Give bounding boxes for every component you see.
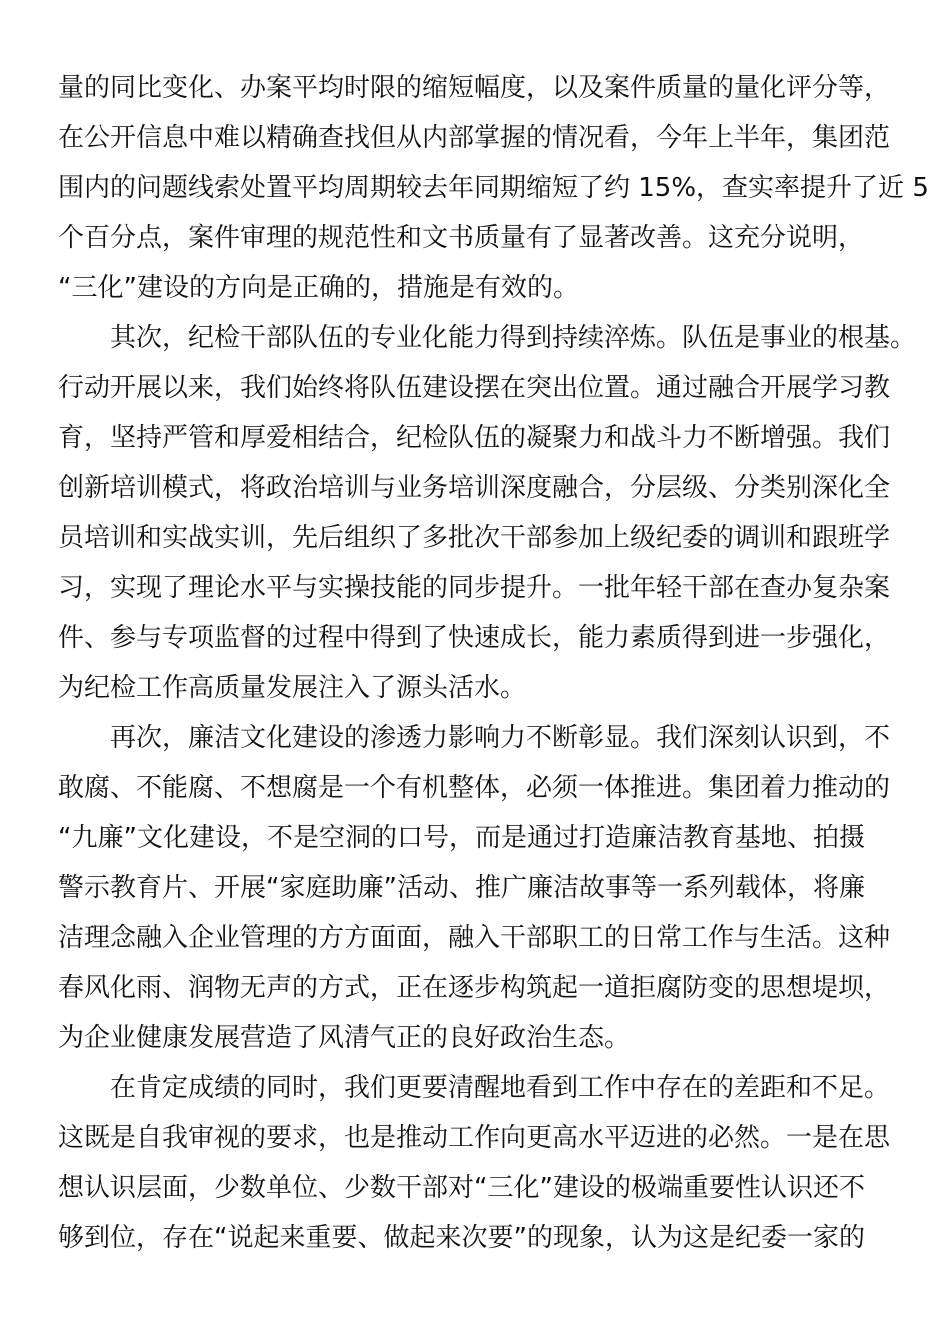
text-line: 创新培训模式，将政治培训与业务培训深度融合，分层级、分类别深化全 (58, 473, 891, 503)
text-line: 警示教育片、开展“家庭助廉”活动、推广廉洁故事等一系列载体，将廉 (58, 873, 865, 903)
text-line: 这既是自我审视的要求，也是推动工作向更高水平迈进的必然。一是在思 (58, 1123, 891, 1153)
paragraph-start-line: 在肯定成绩的同时，我们更要清醒地看到工作中存在的差距和不足。 (110, 1073, 891, 1103)
text-line: “九廉”文化建设，不是空洞的口号，而是通过打造廉洁教育基地、拍摄 (58, 823, 865, 853)
text-line: 个百分点，案件审理的规范性和文书质量有了显著改善。这充分说明， (58, 223, 865, 253)
text-line: 为企业健康发展营造了风清气正的良好政治生态。 (58, 1023, 631, 1053)
text-line: 在公开信息中难以精确查找但从内部掌握的情况看，今年上半年，集团范 (58, 123, 891, 153)
text-line: 量的同比变化、办案平均时限的缩短幅度，以及案件质量的量化评分等， (58, 73, 891, 103)
text-line: 够到位，存在“说起来重要、做起来次要”的现象，认为这是纪委一家的 (58, 1223, 865, 1253)
paragraph-start-line: 再次，廉洁文化建设的渗透力影响力不断彰显。我们深刻认识到，不 (110, 723, 891, 753)
text-line: 洁理念融入企业管理的方方面面，融入干部职工的日常工作与生活。这种 (58, 923, 891, 953)
text-line: 习，实现了理论水平与实操技能的同步提升。一批年轻干部在查办复杂案 (58, 573, 891, 603)
text-line: 春风化雨、润物无声的方式，正在逐步构筑起一道拒腐防变的思想堤坝， (58, 973, 891, 1003)
paragraph-start-line: 其次，纪检干部队伍的专业化能力得到持续淬炼。队伍是事业的根基。 (110, 323, 917, 353)
text-line: 育，坚持严管和厚爱相结合，纪检队伍的凝聚力和战斗力不断增强。我们 (58, 423, 891, 453)
text-line: 为纪检工作高质量发展注入了源头活水。 (58, 673, 527, 703)
text-line: 敢腐、不能腐、不想腐是一个有机整体，必须一体推进。集团着力推动的 (58, 773, 891, 803)
text-line: 员培训和实战实训，先后组织了多批次干部参加上级纪委的调训和跟班学 (58, 523, 891, 553)
text-line: 围内的问题线索处置平均周期较去年同期缩短了约 15%，查实率提升了近 5 (58, 173, 929, 203)
text-line: 想认识层面，少数单位、少数干部对“三化”建设的极端重要性认识还不 (58, 1173, 865, 1203)
text-line: “三化”建设的方向是正确的，措施是有效的。 (58, 273, 579, 303)
text-line: 行动开展以来，我们始终将队伍建设摆在突出位置。通过融合开展学习教 (58, 373, 891, 403)
text-line: 件、参与专项监督的过程中得到了快速成长，能力素质得到进一步强化， (58, 623, 891, 653)
